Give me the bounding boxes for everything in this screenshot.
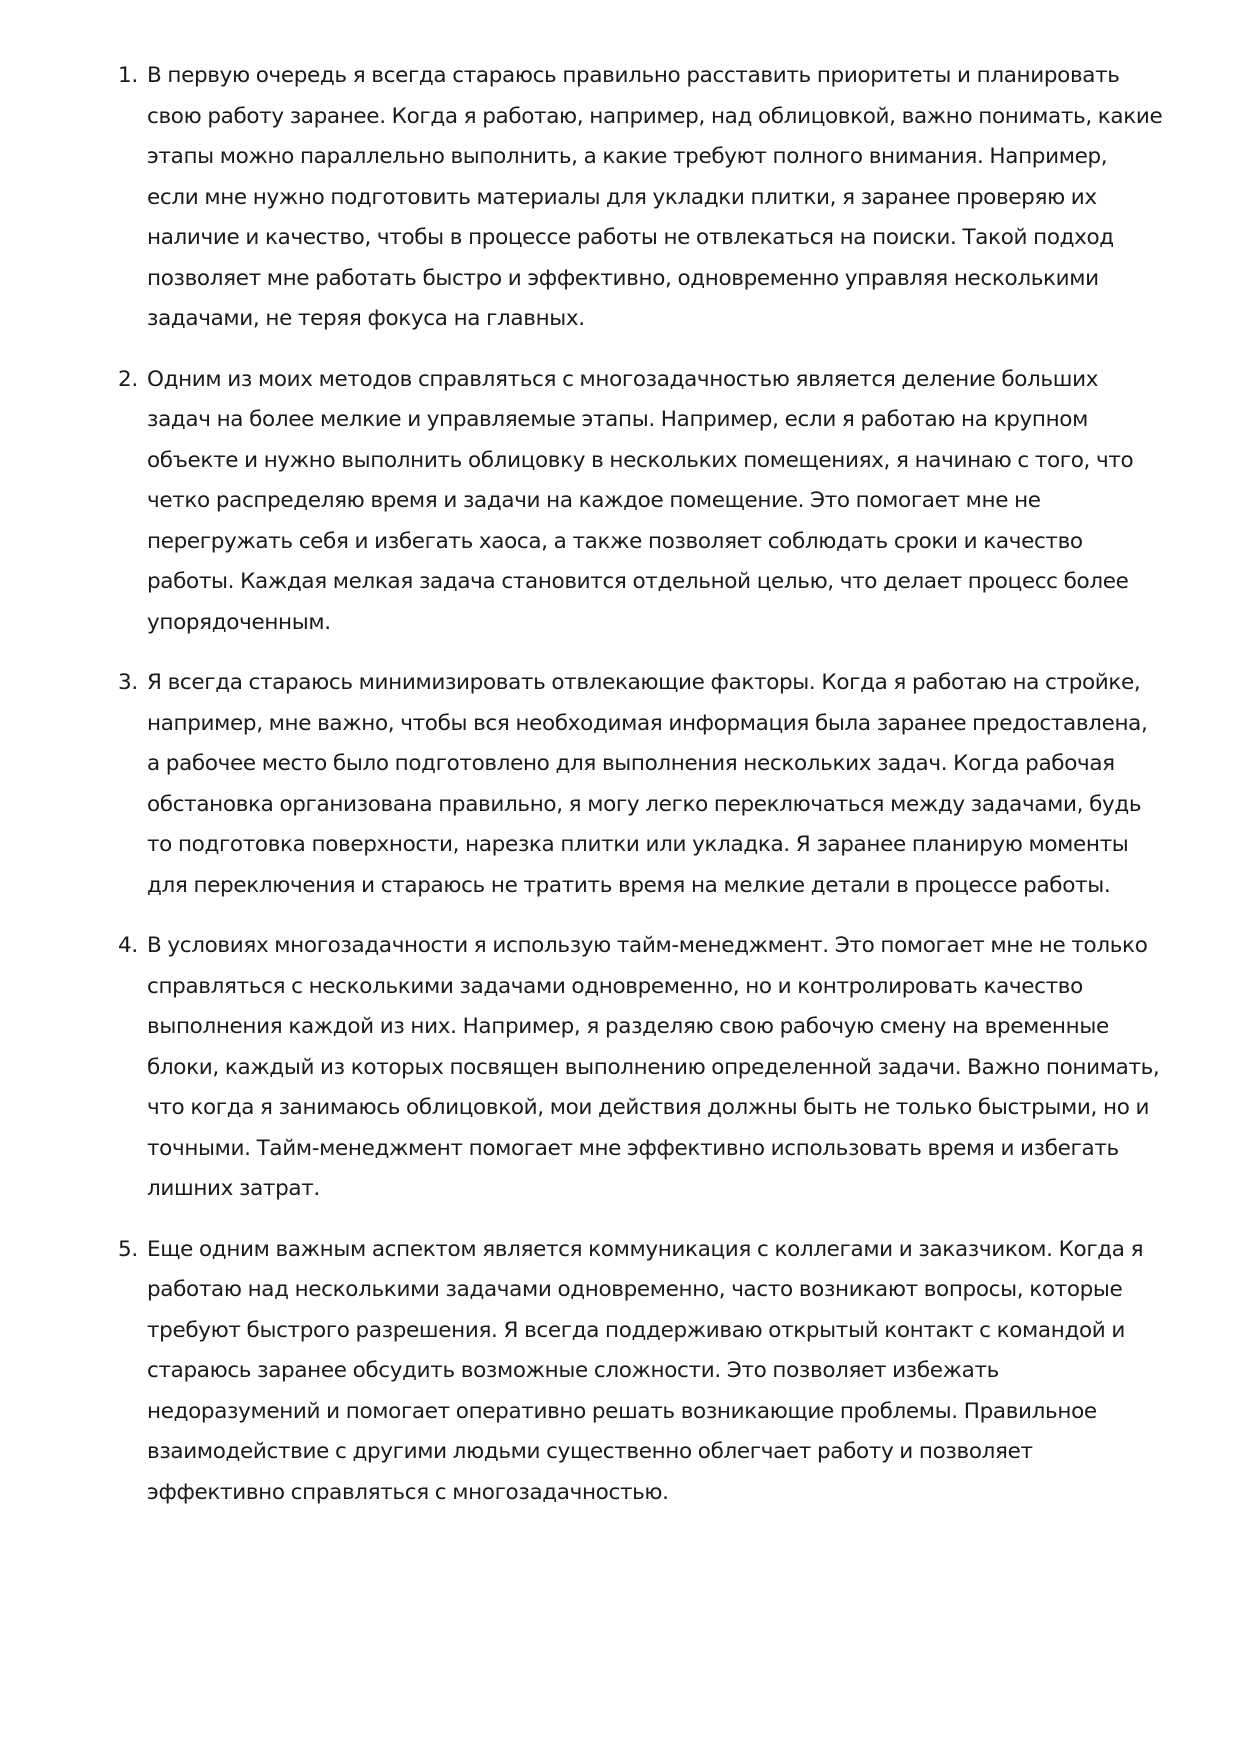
list-item-text: В первую очередь я всегда стараюсь правильно расставить приоритеты и планировать свою работу заранее. Когда я работаю, например, над облицовкой, важно понимать, какие этапы можно параллельно выполнить, а какие требуют полного внимания. Например, если мне нужно подготовить материалы для укладки плитки, я заранее проверяю их наличие и качество, чтобы в процессе работы не отвлекаться на поиски. Такой подход позволяет мне работать быстро и эффективно, одновременно управляя несколькими задачами, не теряя фокуса на главных. — [147, 63, 1163, 331]
list-item-text: Я всегда стараюсь минимизировать отвлекающие факторы. Когда я работаю на стройке, например, мне важно, чтобы вся необходимая информация была заранее предоставлена, а рабочее место было подготовлено для выполнения нескольких задач. Когда рабочая обстановка организована правильно, я могу легко переключаться между задачами, будь то подготовка поверхности, нарезка плитки или укладка. Я заранее планирую моменты для переключения и стараюсь не тратить время на мелкие детали в процессе работы. — [147, 670, 1148, 898]
list-item — [118, 360, 1164, 644]
list-item — [118, 56, 1164, 340]
list-item-number: 5. — [118, 1236, 138, 1262]
list-item-number: 2. — [118, 366, 138, 392]
document-page — [118, 56, 1164, 1533]
list-item-number: 3. — [118, 670, 138, 695]
list-item-text: Еще одним важным аспектом является коммуникация с коллегами и заказчиком. Когда я работаю над несколькими задачами одновременно, часто возникают вопросы, которые требуют быстрого разрешения. Я всегда поддерживаю открытый контакт с командой и стараюсь заранее обсудить возможные сложности. Это позволяет избежать недоразумений и помогает оперативно решать возникающие проблемы. Правильное взаимодействие с другими людьми существенно облегчает работу и позволяет эффективно справляться с многозадачностью. — [147, 1236, 1144, 1505]
list-item-text: Одним из моих методов справляться с многозадачностью является деление больших задач на более мелкие и управляемые этапы. Например, если я работаю на крупном объекте и нужно выполнить облицовку в нескольких помещениях, я начинаю с того, что четко распределяю время и задачи на каждое помещение. Это помогает мне не перегружать себя и избегать хаоса, а также позволяет соблюдать сроки и качество работы. Каждая мелкая задача становится отдельной целью, что делает процесс более упорядоченным. — [147, 366, 1134, 635]
list-item — [118, 1230, 1164, 1514]
list-item — [118, 663, 1164, 906]
numbered-list — [118, 56, 1164, 1513]
list-item-number: 1. — [118, 63, 138, 88]
list-item-text: В условиях многозадачности я использую тайм-менеджмент. Это помогает мне не только справляться с несколькими задачами одновременно, но и контролировать качество выполнения каждой из них. Например, я разделяю свою рабочую смену на временные блоки, каждый из которых посвящен выполнению определенной задачи. Важно понимать, что когда я занимаюсь облицовкой, мои действия должны быть не только быстрыми, но и точными. Тайм-менеджмент помогает мне эффективно использовать время и избегать лишних затрат. — [147, 933, 1160, 1201]
list-item — [118, 926, 1164, 1210]
list-item-number: 4. — [118, 933, 138, 958]
